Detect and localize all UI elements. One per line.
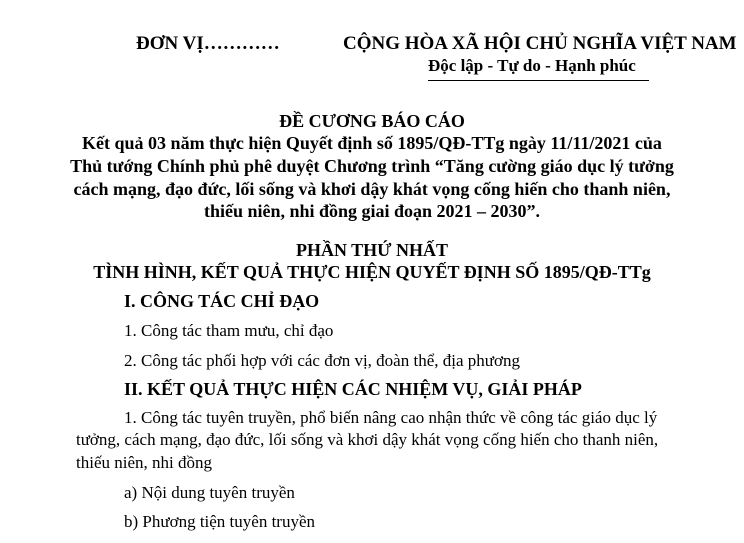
section-1-item-1: 1. Công tác tham mưu, chỉ đạo xyxy=(124,321,334,340)
section-2-paragraph-line-2: tưởng, cách mạng, đạo đức, lối sống và khơi dậy khát vọng cống hiến cho thanh niên, xyxy=(76,430,659,449)
part-title: TÌNH HÌNH, KẾT QUẢ THỰC HIỆN QUYẾT ĐỊNH SỐ 1895/QĐ-TTg xyxy=(93,262,651,282)
subtitle-line-1: Kết quả 03 năm thực hiện Quyết định số 1895/QĐ-TTg ngày 11/11/2021 của xyxy=(82,133,662,153)
section-1-item-2: 2. Công tác phối hợp với các đơn vị, đoàn thể, địa phương xyxy=(124,351,520,370)
motto: Độc lập - Tự do - Hạnh phúc xyxy=(428,56,636,75)
subtitle-line-3: cách mạng, đạo đức, lối sống và khơi dậy khát vọng cống hiến cho thanh niên, xyxy=(73,179,671,199)
section-2-paragraph-line-3: thiếu niên, nhi đồng xyxy=(76,453,212,472)
subtitle-line-4: thiếu niên, nhi đồng giai đoạn 2021 – 2030”. xyxy=(203,201,541,221)
section-2-paragraph-line-1: 1. Công tác tuyên truyền, phổ biến nâng cao nhận thức về công tác giáo dục lý xyxy=(124,408,658,427)
section-2-heading: II. KẾT QUẢ THỰC HIỆN CÁC NHIỆM VỤ, GIẢI PHÁP xyxy=(124,379,582,399)
section-2-subitem-a: a) Nội dung tuyên truyền xyxy=(124,483,295,502)
section-2-subitem-b: b) Phương tiện tuyên truyền xyxy=(124,512,316,531)
motto-underline xyxy=(428,80,649,81)
document-title: ĐỀ CƯƠNG BÁO CÁO xyxy=(279,111,465,131)
subtitle-line-2: Thủ tướng Chính phủ phê duyệt Chương trình “Tăng cường giáo dục lý tưởng xyxy=(70,156,674,176)
nation-title: CỘNG HÒA XÃ HỘI CHỦ NGHĨA VIỆT NAM xyxy=(343,33,737,54)
section-1-heading: I. CÔNG TÁC CHỈ ĐẠO xyxy=(124,291,320,311)
part-label: PHẦN THỨ NHẤT xyxy=(295,240,448,260)
unit-label: ĐƠN VỊ………… xyxy=(136,33,280,54)
